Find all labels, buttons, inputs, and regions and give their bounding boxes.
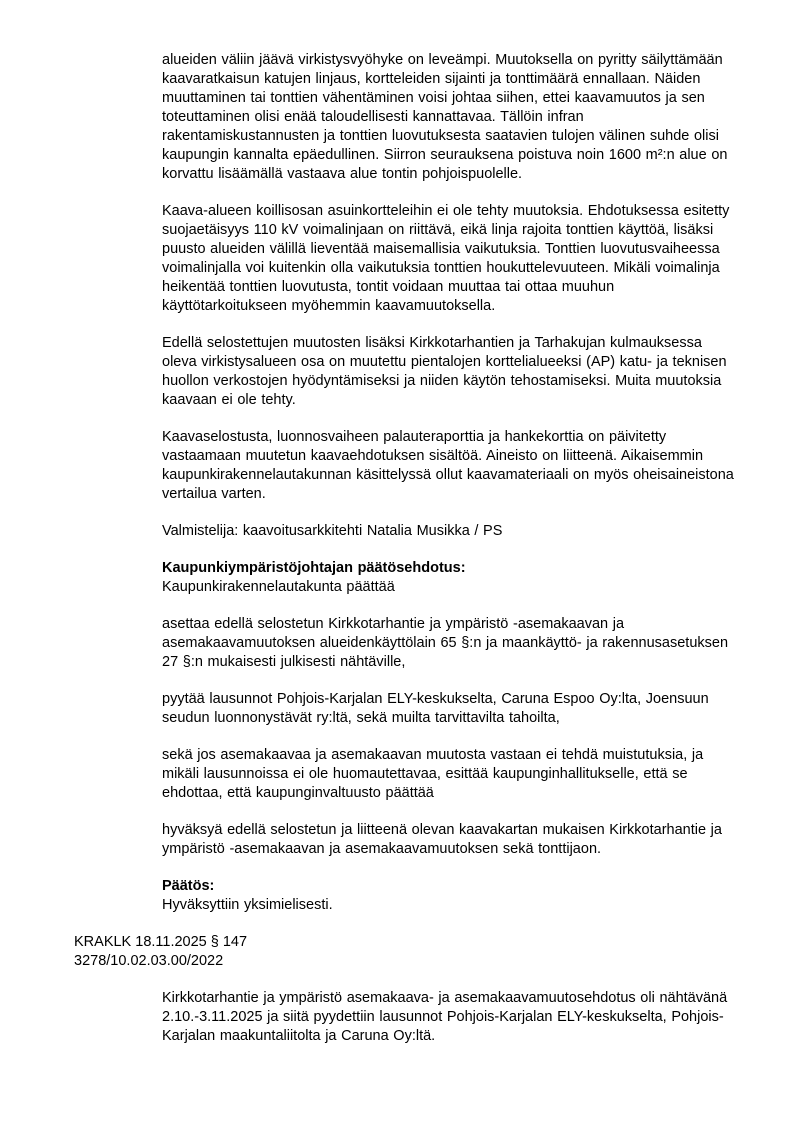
proposal-item-request-statements: pyytää lausunnot Pohjois-Karjalan ELY-keskukselta, Caruna Espoo Oy:lta, Joensuun seudun luonnonystävät ry:ltä, sekä muilta tarvittavilta tahoilta, bbox=[162, 691, 709, 726]
case-reference-block bbox=[74, 933, 734, 971]
decision-heading: Päätös: bbox=[162, 878, 215, 894]
proposal-item-approve: hyväksyä edellä selostetun ja liitteenä olevan kaavakartan mukaisen Kirkkotarhantie ja ympäristö -asemakaavan ja asemakaavamuutoksen sekä tonttijaon. bbox=[162, 822, 722, 857]
proposal-item-set-public: asettaa edellä selostetun Kirkkotarhantie ja ympäristö -asemakaavan ja asemakaavamuutoksen alueidenkäyttölain 65 §:n ja maankäyttö- ja rakennusasetuksen 27 §:n mukaisesti julkisesti nähtäville, bbox=[162, 616, 729, 670]
case-number-line: 3278/10.02.03.00/2022 bbox=[74, 953, 224, 969]
meeting-entry-line: KRAKLK 18.11.2025 § 147 bbox=[74, 934, 248, 950]
paragraph-materials-update: Kaavaselostusta, luonnosvaiheen palauteraporttia ja hankekorttia on päivitetty vastaamaan muutetun kaavaehdotuksen sisältöä. Aineisto on liitteenä. Aikaisemmin kaupunkirakennelautakunnan käsittelyssä ollut kaavamateriaali on myös oheisaineistona vertailua varten. bbox=[162, 429, 734, 502]
decision-section bbox=[162, 877, 737, 915]
proposal-item-no-objections: sekä jos asemakaavaa ja asemakaavan muutosta vastaan ei tehdä muistutuksia, ja mikäli lausunnoissa ei ole huomautettavaa, esittää kaupunginhallitukselle, että se ehdottaa, että kaupunginvaltuusto päättää bbox=[162, 747, 704, 801]
decision-proposal-heading: Kaupunkiympäristöjohtajan päätösehdotus: bbox=[162, 560, 466, 576]
paragraph-recreation-zone: alueiden väliin jäävä virkistysvyöhyke on leveämpi. Muutoksella on pyritty säilyttämään kaavaratkaisun katujen linjaus, kortteleiden sijainti ja tonttimäärä ennallaan. Näiden muuttaminen tai tonttien vähentäminen voisi johtaa siihen, ettei kaavamuutos ja sen toteuttaminen olisi enää taloudellisesti kannattavaa. Tällöin infran rakentamiskustannusten ja tonttien luovutuksesta saatavien tulojen välinen suhde olisi kaupungin kannalta epäedullinen. Siirron seurauksena poistuva noin 1600 m²:n alue on korvattu lisäämällä vastaava alue tontin pohjoispuolelle. bbox=[162, 52, 728, 182]
preparer-line: Valmistelija: kaavoitusarkkitehti Natalia Musikka / PS bbox=[162, 523, 503, 539]
decision-result: Hyväksyttiin yksimielisesti. bbox=[162, 897, 333, 913]
decision-proposal-header bbox=[162, 559, 737, 597]
paragraph-corner-change: Edellä selostettujen muutosten lisäksi Kirkkotarhantien ja Tarhakujan kulmauksessa oleva virkistysalueen osa on muutettu pientalojen korttelialueeksi (AP) katu- ja teknisen huollon verkostojen hyödyntämiseksi ja niiden käytön tehostamiseksi. Muita muutoksia kaavaan ei ole tehty. bbox=[162, 335, 727, 408]
paragraph-northeast-blocks: Kaava-alueen koillisosan asuinkortteleihin ei ole tehty muutoksia. Ehdotuksessa esitetty suojaetäisyys 110 kV voimalinjaan on riittävä, eikä linja rajoita tonttien käyttöä, lisäksi puusto alueiden välillä lieventää maisemallisia vaikutuksia. Tonttien luovutusvaiheessa voimalinjalla voi kuitenkin olla vaikutuksia tonttien houkuttelevuuteen. Mikäli voimalinja heikentää tonttien luovutusta, tontit voidaan muuttaa tai ottaa muuhun käyttötarkoitukseen myöhemmin kaavamuutoksella. bbox=[162, 203, 730, 314]
board-decides-line: Kaupunkirakennelautakunta päättää bbox=[162, 579, 395, 595]
paragraph-followup-hearing: Kirkkotarhantie ja ympäristö asemakaava- ja asemakaavamuutosehdotus oli nähtävänä 2.10.-3.11.2025 ja siitä pyydettiin lausunnot Pohjois-Karjalan ELY-keskukselta, Pohjois-Karjalan maakuntaliitolta ja Caruna Oy:ltä. bbox=[162, 990, 728, 1044]
